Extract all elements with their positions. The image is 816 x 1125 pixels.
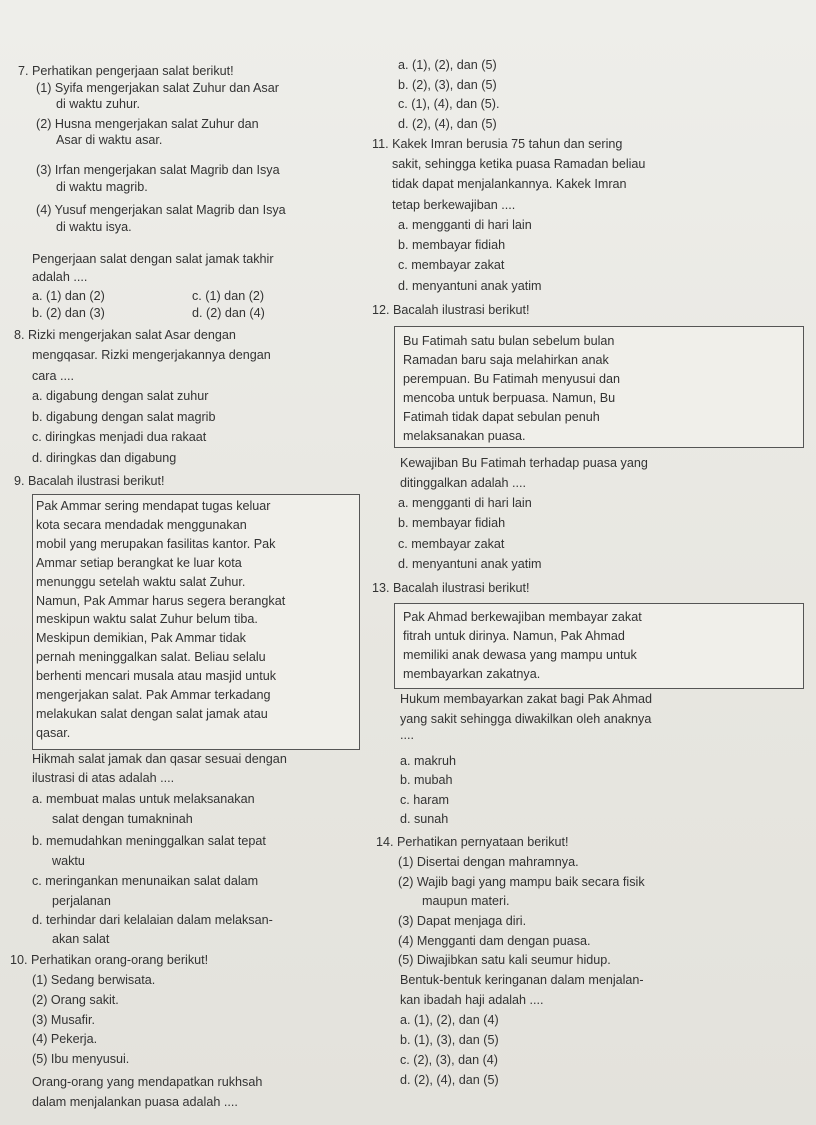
q14-question: Bentuk-bentuk keringanan dalam menjalan- bbox=[400, 973, 644, 987]
q7-question-cont: adalah .... bbox=[32, 270, 88, 284]
q10-item-3: (3) Musafir. bbox=[32, 1013, 95, 1027]
q7-item-3: (3) Irfan mengerjakan salat Magrib dan Isya bbox=[36, 163, 280, 177]
q10-answer-c[interactable]: c. (1), (4), dan (5). bbox=[398, 97, 500, 111]
q9-box-line: mengerjakan salat. Pak Ammar terkadang bbox=[36, 688, 271, 702]
q10-question: Orang-orang yang mendapatkan rukhsah bbox=[32, 1075, 263, 1089]
q12-option-b[interactable]: b. membayar fidiah bbox=[398, 516, 506, 530]
q9-box-line: Meskipun demikian, Pak Ammar tidak bbox=[36, 631, 246, 645]
q11-line-4: tetap berkewajiban .... bbox=[392, 198, 516, 212]
q12-box-line: melaksanakan puasa. bbox=[403, 429, 526, 443]
q12-box-line: Fatimah tidak dapat sebulan penuh bbox=[403, 410, 600, 424]
q14-item-2-cont: maupun materi. bbox=[422, 894, 510, 908]
q8-option-d[interactable]: d. diringkas dan digabung bbox=[32, 451, 177, 465]
q7-option-a[interactable]: a. (1) dan (2) bbox=[32, 289, 105, 303]
q13-box-line: fitrah untuk dirinya. Namun, Pak Ahmad bbox=[403, 629, 625, 643]
q14-option-d[interactable]: d. (2), (4), dan (5) bbox=[400, 1073, 499, 1087]
q12-question-cont: ditinggalkan adalah .... bbox=[400, 476, 527, 490]
q10-item-5: (5) Ibu menyusui. bbox=[32, 1052, 130, 1066]
q7-option-d[interactable]: d. (2) dan (4) bbox=[192, 306, 265, 320]
q7-item-1-cont: di waktu zuhur. bbox=[56, 97, 141, 111]
q9-option-b[interactable]: b. memudahkan meninggalkan salat tepat bbox=[32, 834, 266, 848]
q14-stem: 14. Perhatikan pernyataan berikut! bbox=[376, 835, 569, 849]
q7-question: Pengerjaan salat dengan salat jamak takhir bbox=[32, 252, 274, 266]
q12-box-line: mencoba untuk berpuasa. Namun, Bu bbox=[403, 391, 616, 405]
q9-option-c-cont: perjalanan bbox=[52, 894, 111, 908]
q14-item-2: (2) Wajib bagi yang mampu baik secara fisik bbox=[398, 875, 645, 889]
q11-line-2: sakit, sehingga ketika puasa Ramadan beliau bbox=[392, 157, 646, 171]
q9-box-line: qasar. bbox=[36, 726, 71, 740]
q14-item-1: (1) Disertai dengan mahramnya. bbox=[398, 855, 579, 869]
q9-box-line: pernah meninggalkan salat. Beliau selalu bbox=[36, 650, 266, 664]
q13-question: Hukum membayarkan zakat bagi Pak Ahmad bbox=[400, 692, 652, 706]
q9-option-c[interactable]: c. meringankan menunaikan salat dalam bbox=[32, 874, 259, 888]
q14-option-a[interactable]: a. (1), (2), dan (4) bbox=[400, 1013, 499, 1027]
q13-box-line: membayarkan zakatnya. bbox=[403, 667, 541, 681]
q14-item-5: (5) Diwajibkan satu kali seumur hidup. bbox=[398, 953, 611, 967]
q9-box-line: mobil yang merupakan fasilitas kantor. Pak bbox=[36, 537, 276, 551]
q13-question-cont: yang sakit sehingga diwakilkan oleh anaknya bbox=[400, 712, 652, 726]
q8-line-3: cara .... bbox=[32, 369, 74, 383]
q11-option-d[interactable]: d. menyantuni anak yatim bbox=[398, 279, 542, 293]
q9-box-line: berhenti mencari musala atau masjid untuk bbox=[36, 669, 277, 683]
q10-answer-b[interactable]: b. (2), (3), dan (5) bbox=[398, 78, 497, 92]
q12-box-line: Ramadan baru saja melahirkan anak bbox=[403, 353, 609, 367]
q7-item-2-cont: Asar di waktu asar. bbox=[56, 133, 163, 147]
q9-box-line: menunggu setelah waktu salat Zuhur. bbox=[36, 575, 246, 589]
q11-line-3: tidak dapat menjalankannya. Kakek Imran bbox=[392, 177, 627, 191]
q12-illustration-box bbox=[394, 326, 804, 448]
q9-question-cont: ilustrasi di atas adalah .... bbox=[32, 771, 175, 785]
q11-option-b[interactable]: b. membayar fidiah bbox=[398, 238, 506, 252]
q7-item-4: (4) Yusuf mengerjakan salat Magrib dan Isya bbox=[36, 203, 286, 217]
q9-option-a[interactable]: a. membuat malas untuk melaksanakan bbox=[32, 792, 255, 806]
q12-box-line: Bu Fatimah satu bulan sebelum bulan bbox=[403, 334, 615, 348]
q9-box-line: meskipun waktu salat Zuhur belum tiba. bbox=[36, 612, 258, 626]
q13-option-d[interactable]: d. sunah bbox=[400, 812, 449, 826]
q10-item-4: (4) Pekerja. bbox=[32, 1032, 98, 1046]
q9-box-line: Ammar setiap berangkat ke luar kota bbox=[36, 556, 242, 570]
q10-stem: 10. Perhatikan orang-orang berikut! bbox=[10, 953, 209, 967]
q9-illustration-box bbox=[32, 494, 360, 750]
q7-item-1: (1) Syifa mengerjakan salat Zuhur dan Asar bbox=[36, 81, 279, 95]
q10-item-2: (2) Orang sakit. bbox=[32, 993, 119, 1007]
q9-box-line: kota secara mendadak menggunakan bbox=[36, 518, 247, 532]
q8-option-b[interactable]: b. digabung dengan salat magrib bbox=[32, 410, 216, 424]
q8-option-a[interactable]: a. digabung dengan salat zuhur bbox=[32, 389, 209, 403]
q13-stem: 13. Bacalah ilustrasi berikut! bbox=[372, 581, 530, 595]
q7-item-4-cont: di waktu isya. bbox=[56, 220, 132, 234]
q7-option-c[interactable]: c. (1) dan (2) bbox=[192, 289, 265, 303]
q12-stem: 12. Bacalah ilustrasi berikut! bbox=[372, 303, 530, 317]
q9-option-d[interactable]: d. terhindar dari kelalaian dalam melaksan- bbox=[32, 913, 273, 927]
q8-line-1: 8. Rizki mengerjakan salat Asar dengan bbox=[14, 328, 236, 342]
q8-option-c[interactable]: c. diringkas menjadi dua rakaat bbox=[32, 430, 207, 444]
q13-question-end: .... bbox=[400, 728, 414, 742]
q14-option-c[interactable]: c. (2), (3), dan (4) bbox=[400, 1053, 498, 1067]
q14-item-3: (3) Dapat menjaga diri. bbox=[398, 914, 527, 928]
q13-option-c[interactable]: c. haram bbox=[400, 793, 449, 807]
q9-option-d-cont: akan salat bbox=[52, 932, 110, 946]
q14-option-b[interactable]: b. (1), (3), dan (5) bbox=[400, 1033, 499, 1047]
q9-option-b-cont: waktu bbox=[52, 854, 85, 868]
q12-option-a[interactable]: a. mengganti di hari lain bbox=[398, 496, 532, 510]
q10-answer-d[interactable]: d. (2), (4), dan (5) bbox=[398, 117, 497, 131]
q14-item-4: (4) Mengganti dam dengan puasa. bbox=[398, 934, 591, 948]
q9-box-line: Pak Ammar sering mendapat tugas keluar bbox=[36, 499, 271, 513]
q12-question: Kewajiban Bu Fatimah terhadap puasa yang bbox=[400, 456, 648, 470]
q9-box-line: melakukan salat dengan salat jamak atau bbox=[36, 707, 268, 721]
q9-box-line: Namun, Pak Ammar harus segera berangkat bbox=[36, 594, 286, 608]
q7-stem: 7. Perhatikan pengerjaan salat berikut! bbox=[18, 64, 234, 78]
q10-question-cont: dalam menjalankan puasa adalah .... bbox=[32, 1095, 238, 1109]
q14-question-cont: kan ibadah haji adalah .... bbox=[400, 993, 544, 1007]
q13-box-line: memiliki anak dewasa yang mampu untuk bbox=[403, 648, 637, 662]
q11-option-a[interactable]: a. mengganti di hari lain bbox=[398, 218, 532, 232]
q9-option-a-cont: salat dengan tumakninah bbox=[52, 812, 193, 826]
q10-item-1: (1) Sedang berwisata. bbox=[32, 973, 156, 987]
q13-illustration-box bbox=[394, 603, 804, 689]
q12-option-c[interactable]: c. membayar zakat bbox=[398, 537, 505, 551]
q13-option-a[interactable]: a. makruh bbox=[400, 754, 456, 768]
q12-box-line: perempuan. Bu Fatimah menyusui dan bbox=[403, 372, 621, 386]
q7-item-3-cont: di waktu magrib. bbox=[56, 180, 148, 194]
q7-item-2: (2) Husna mengerjakan salat Zuhur dan bbox=[36, 117, 259, 131]
q13-box-line: Pak Ahmad berkewajiban membayar zakat bbox=[403, 610, 642, 624]
q10-answer-a[interactable]: a. (1), (2), dan (5) bbox=[398, 58, 497, 72]
q9-question: Hikmah salat jamak dan qasar sesuai dengan bbox=[32, 752, 287, 766]
q11-line-1: 11. Kakek Imran berusia 75 tahun dan sering bbox=[372, 137, 623, 151]
q11-option-c[interactable]: c. membayar zakat bbox=[398, 258, 505, 272]
q12-option-d[interactable]: d. menyantuni anak yatim bbox=[398, 557, 542, 571]
q8-line-2: mengqasar. Rizki mengerjakannya dengan bbox=[32, 348, 271, 362]
q9-stem: 9. Bacalah ilustrasi berikut! bbox=[14, 474, 165, 488]
q7-option-b[interactable]: b. (2) dan (3) bbox=[32, 306, 105, 320]
q13-option-b[interactable]: b. mubah bbox=[400, 773, 453, 787]
